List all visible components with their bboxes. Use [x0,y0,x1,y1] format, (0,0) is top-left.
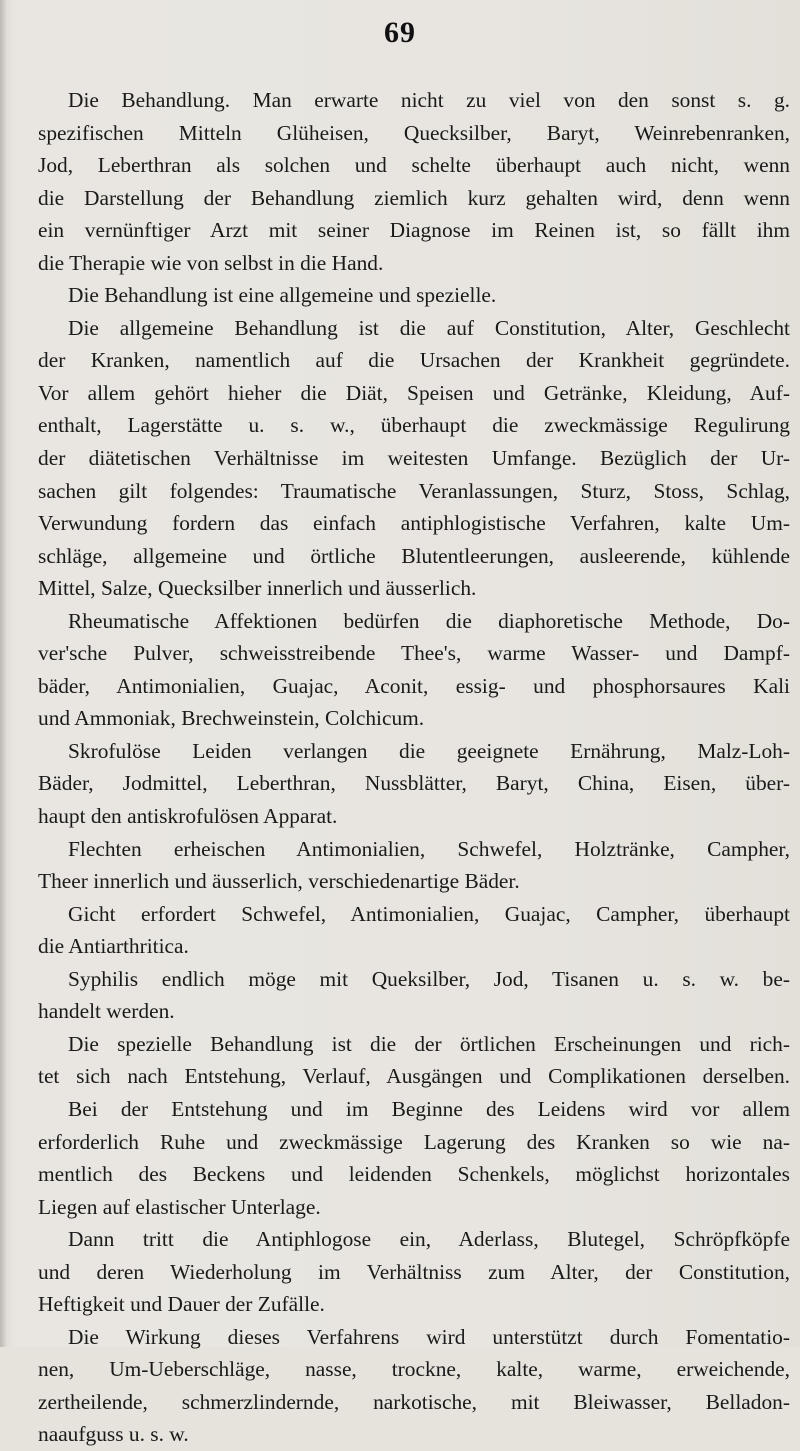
text-line: haupt den antiskrofulösen Apparat. [38,804,338,829]
text-line: tet sich nach Entstehung, Verlauf, Ausgängen und Complikationen derselben. [38,1064,790,1089]
text-line: schläge, allgemeine und örtliche Blutentleerungen, ausleerende, kühlende [38,543,790,568]
body-text [38,84,790,1451]
text-line: mentlich des Beckens und leidenden Schenkels, möglichst horizontales [38,1162,790,1187]
text-line: Die Wirkung dieses Verfahrens wird unterstützt durch Fomentatio- [68,1324,790,1349]
text-line: erforderlich Ruhe und zweckmässige Lagerung des Kranken so wie na- [38,1129,790,1154]
text-line: Die Behandlung ist eine allgemeine und spezielle. [68,283,497,308]
text-line: Theer innerlich und äusserlich, verschiedenartige Bäder. [38,869,520,894]
text-line: Die Behandlung. Man erwarte nicht zu viel von den sonst s. g. [68,88,790,112]
text-line: naaufguss u. s. w. [38,1422,189,1447]
text-line: Heftigkeit und Dauer der Zufälle. [38,1292,325,1317]
text-line: die Antiarthritica. [38,934,189,959]
text-line: bäder, Antimonialien, Guajac, Aconit, essig- und phosphorsaures Kali [38,673,790,698]
text-line: die Therapie wie von selbst in die Hand. [38,250,384,275]
text-line: Bei der Entstehung und im Beginne des Leidens wird vor allem [68,1096,790,1121]
text-line: der diätetischen Verhältnisse im weitesten Umfange. Bezüglich der Ur- [38,446,790,471]
text-line: Flechten erheischen Antimonialien, Schwefel, Holztränke, Campher, [68,836,790,861]
text-line: Vor allem gehört hieher die Diät, Speisen und Getränke, Kleidung, Auf- [38,380,790,405]
text-line: Mittel, Salze, Quecksilber innerlich und äusserlich. [38,576,477,601]
text-line: Skrofulöse Leiden verlangen die geeignete Ernährung, Malz-Loh- [68,738,790,763]
text-line: Liegen auf elastischer Unterlage. [38,1194,321,1219]
text-line: Verwundung fordern das einfach antiphlogistische Verfahren, kalte Um- [38,511,790,536]
text-line: ver'sche Pulver, schweisstreibende Thee's, warme Wasser- und Dampf- [38,641,790,666]
text-line: und Ammoniak, Brechweinstein, Colchicum. [38,706,425,731]
text-line: Gicht erfordert Schwefel, Antimonialien, Guajac, Campher, überhaupt [68,901,790,926]
text-line: Die allgemeine Behandlung ist die auf Constitution, Alter, Geschlecht [68,315,790,340]
text-line: Rheumatische Affektionen bedürfen die diaphoretische Methode, Do- [68,608,790,633]
text-line: zertheilende, schmerzlindernde, narkotische, mit Bleiwasser, Belladon- [38,1389,790,1414]
text-line: handelt werden. [38,999,175,1024]
text-line: Jod, Leberthran als solchen und schelte überhaupt auch nicht, wenn [38,153,790,178]
page-left-edge [0,0,6,1347]
text-line: Bäder, Jodmittel, Leberthran, Nussblätter, Baryt, China, Eisen, über- [38,771,790,796]
text-line: ein vernünftiger Arzt mit seiner Diagnose im Reinen ist, so fällt ihm [38,218,790,243]
text-line: nen, Um-Ueberschläge, nasse, trockne, kalte, warme, erweichende, [38,1357,790,1382]
text-line: sachen gilt folgendes: Traumatische Veranlassungen, Sturz, Stoss, Schlag, [38,478,790,503]
text-line: Dann tritt die Antiphlogose ein, Aderlass, Blutegel, Schröpfköpfe [68,1227,790,1252]
text-line: und deren Wiederholung im Verhältniss zum Alter, der Constitution, [38,1259,790,1284]
text-line: spezifischen Mitteln Glüheisen, Quecksilber, Baryt, Weinrebenranken, [38,120,790,145]
text-line: Syphilis endlich möge mit Queksilber, Jod, Tisanen u. s. w. be- [68,966,790,991]
page-number: 69 [384,16,416,49]
text-line: die Darstellung der Behandlung ziemlich kurz gehalten wird, denn wenn [38,185,790,210]
text-line: der Kranken, namentlich auf die Ursachen der Krankheit gegründete. [38,348,790,373]
text-line: Die spezielle Behandlung ist die der örtlichen Erscheinungen und rich- [68,1031,790,1056]
text-line: enthalt, Lagerstätte u. s. w., überhaupt die zweckmässige Regulirung [38,413,790,438]
